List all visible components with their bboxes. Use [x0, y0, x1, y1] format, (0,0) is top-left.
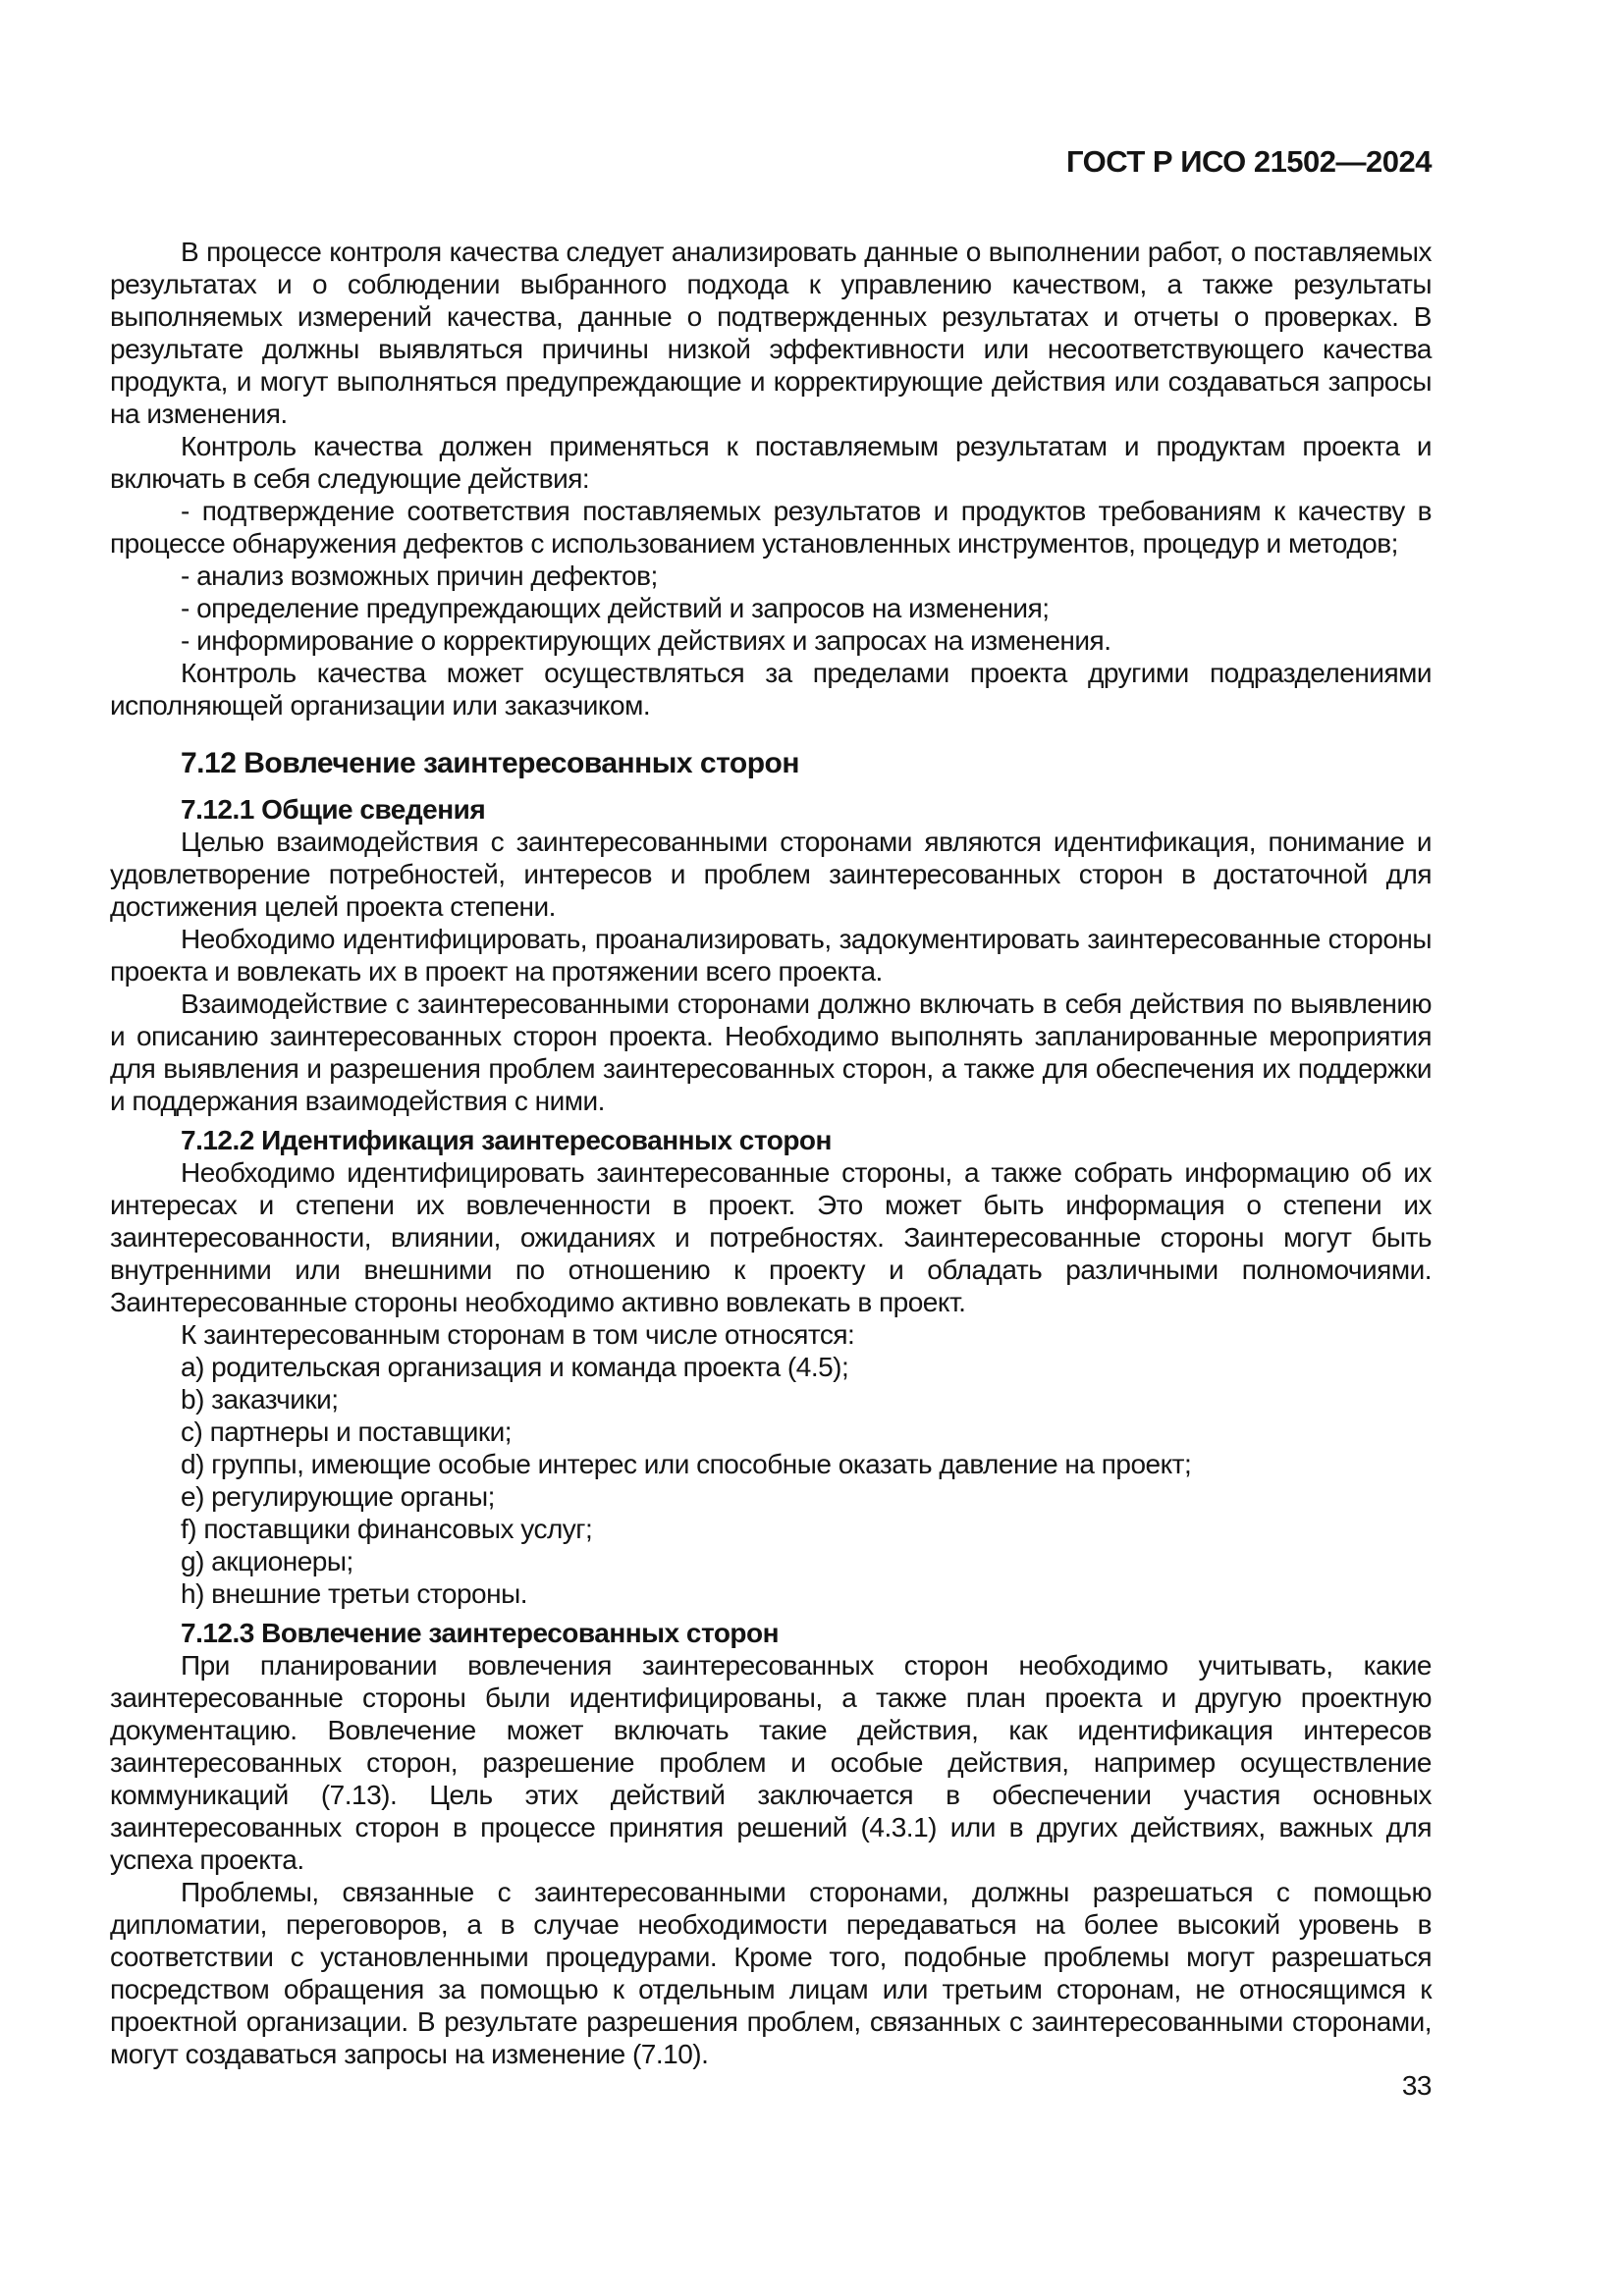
- paragraph-7-12-2: К заинтересованным сторонам в том числе относятся:: [181, 1319, 855, 1350]
- paragraph-7-12-2: Необходимо идентифицировать заинтересованные стороны, а также собрать информацию об их интересах и степени их вовлеченности в проект. Это может быть информация о степени их заинтересованности, влиянии, ожиданиях и потребностях. Заинтересованные стороны могут быть внутренними или внешними по отношению к проекту и обладать различными полномочиями. Заинтересованные стороны необходимо активно вовлекать в проект.: [110, 1157, 1432, 1317]
- paragraph-7-12-3: Проблемы, связанные с заинтересованными сторонами, должны разрешаться с помощью дипломатии, переговоров, а в случае необходимости передаваться на более высокий уровень в соответствии с установленными процедурами. Кроме того, подобные проблемы могут разрешаться посредством обращения за помощью к отдельным лицам или третьим сторонам, не относящимся к проектной организации. В результате разрешения проблем, связанных с заинтересованными сторонами, могут создаваться запросы на изменение (7.10).: [110, 1877, 1432, 2069]
- paragraph-quality-apply: Контроль качества должен применяться к поставляемым результатам и продуктам проекта и включать в себя следующие действия:: [110, 431, 1432, 494]
- list-item-stakeholder: b) заказчики;: [181, 1384, 339, 1415]
- subsection-heading-7-12-3: 7.12.3 Вовлечение заинтересованных сторон: [181, 1618, 780, 1648]
- paragraph-7-12-1: Взаимодействие с заинтересованными сторонами должно включать в себя действия по выявлению и описанию заинтересованных сторон проекта. Необходимо выполнять запланированные мероприятия для выявления и разрешения проблем заинтересованных сторон, а также для обеспечения их поддержки и поддержания взаимодействия с ними.: [110, 988, 1432, 1116]
- paragraph-7-12-1: Необходимо идентифицировать, проанализировать, задокументировать заинтересованные стороны проекта и вовлекать их в проект на протяжении всего проекта.: [110, 924, 1432, 987]
- page-content: [110, 145, 1432, 2070]
- list-item-stakeholder: f) поставщики финансовых услуг;: [181, 1514, 593, 1544]
- paragraph-7-12-3: При планировании вовлечения заинтересованных сторон необходимо учитывать, какие заинтересованные стороны были идентифицированы, а также план проекта и другую проектную документацию. Вовлечение может включать такие действия, как идентификация интересов заинтересованных сторон, разрешение проблем и особые действия, например осуществление коммуникаций (7.13). Цель этих действий заключается в обеспечении участия основных заинтересованных сторон в процессе принятия решений (4.3.1) или в других действиях, важных для успеха проекта.: [110, 1650, 1432, 1875]
- list-item-stakeholder: d) группы, имеющие особые интерес или способные оказать давление на проект;: [181, 1449, 1192, 1479]
- subsection-heading-7-12-1: 7.12.1 Общие сведения: [181, 794, 486, 825]
- list-item-stakeholder: a) родительская организация и команда проекта (4.5);: [181, 1352, 849, 1382]
- page-number: 33: [1401, 2070, 1432, 2101]
- list-item-action: - определение предупреждающих действий и запросов на изменения;: [181, 593, 1050, 623]
- standard-code-header: ГОСТ Р ИСО 21502—2024: [1065, 144, 1432, 179]
- paragraph-7-12-1: Целью взаимодействия с заинтересованными сторонами являются идентификация, понимание и удовлетворение потребностей, интересов и проблем заинтересованных сторон в достаточной для достижения целей проекта степени.: [110, 827, 1432, 922]
- paragraph-quality-outside: Контроль качества может осуществляться за пределами проекта другими подразделениями исполняющей организации или заказчиком.: [110, 658, 1432, 721]
- paragraph-quality-intro: В процессе контроля качества следует анализировать данные о выполнении работ, о поставляемых результатах и о соблюдении выбранного подхода к управлению качеством, а также результаты выполняемых измерений качества, данные о подтвержденных результатах и отчеты о проверках. В результате должны выявляться причины низкой эффективности или несоответствующего качества продукта, и могут выполняться предупреждающие и корректирующие действия или создаваться запросы на изменения.: [110, 237, 1432, 429]
- section-heading-7-12: 7.12 Вовлечение заинтересованных сторон: [181, 747, 799, 779]
- list-item-stakeholder: g) акционеры;: [181, 1546, 353, 1576]
- list-item-action: - информирование о корректирующих действиях и запросах на изменения.: [181, 625, 1111, 656]
- list-item-action: - анализ возможных причин дефектов;: [181, 561, 658, 591]
- list-item-stakeholder: c) партнеры и поставщики;: [181, 1416, 513, 1447]
- list-item-stakeholder: h) внешние третьи стороны.: [181, 1578, 527, 1609]
- list-item-action: - подтверждение соответствия поставляемых результатов и продуктов требованиям к качеству в процессе обнаружения дефектов с использованием установленных инструментов, процедур и методов;: [110, 496, 1432, 559]
- list-item-stakeholder: e) регулирующие органы;: [181, 1481, 495, 1512]
- subsection-heading-7-12-2: 7.12.2 Идентификация заинтересованных сторон: [181, 1125, 832, 1155]
